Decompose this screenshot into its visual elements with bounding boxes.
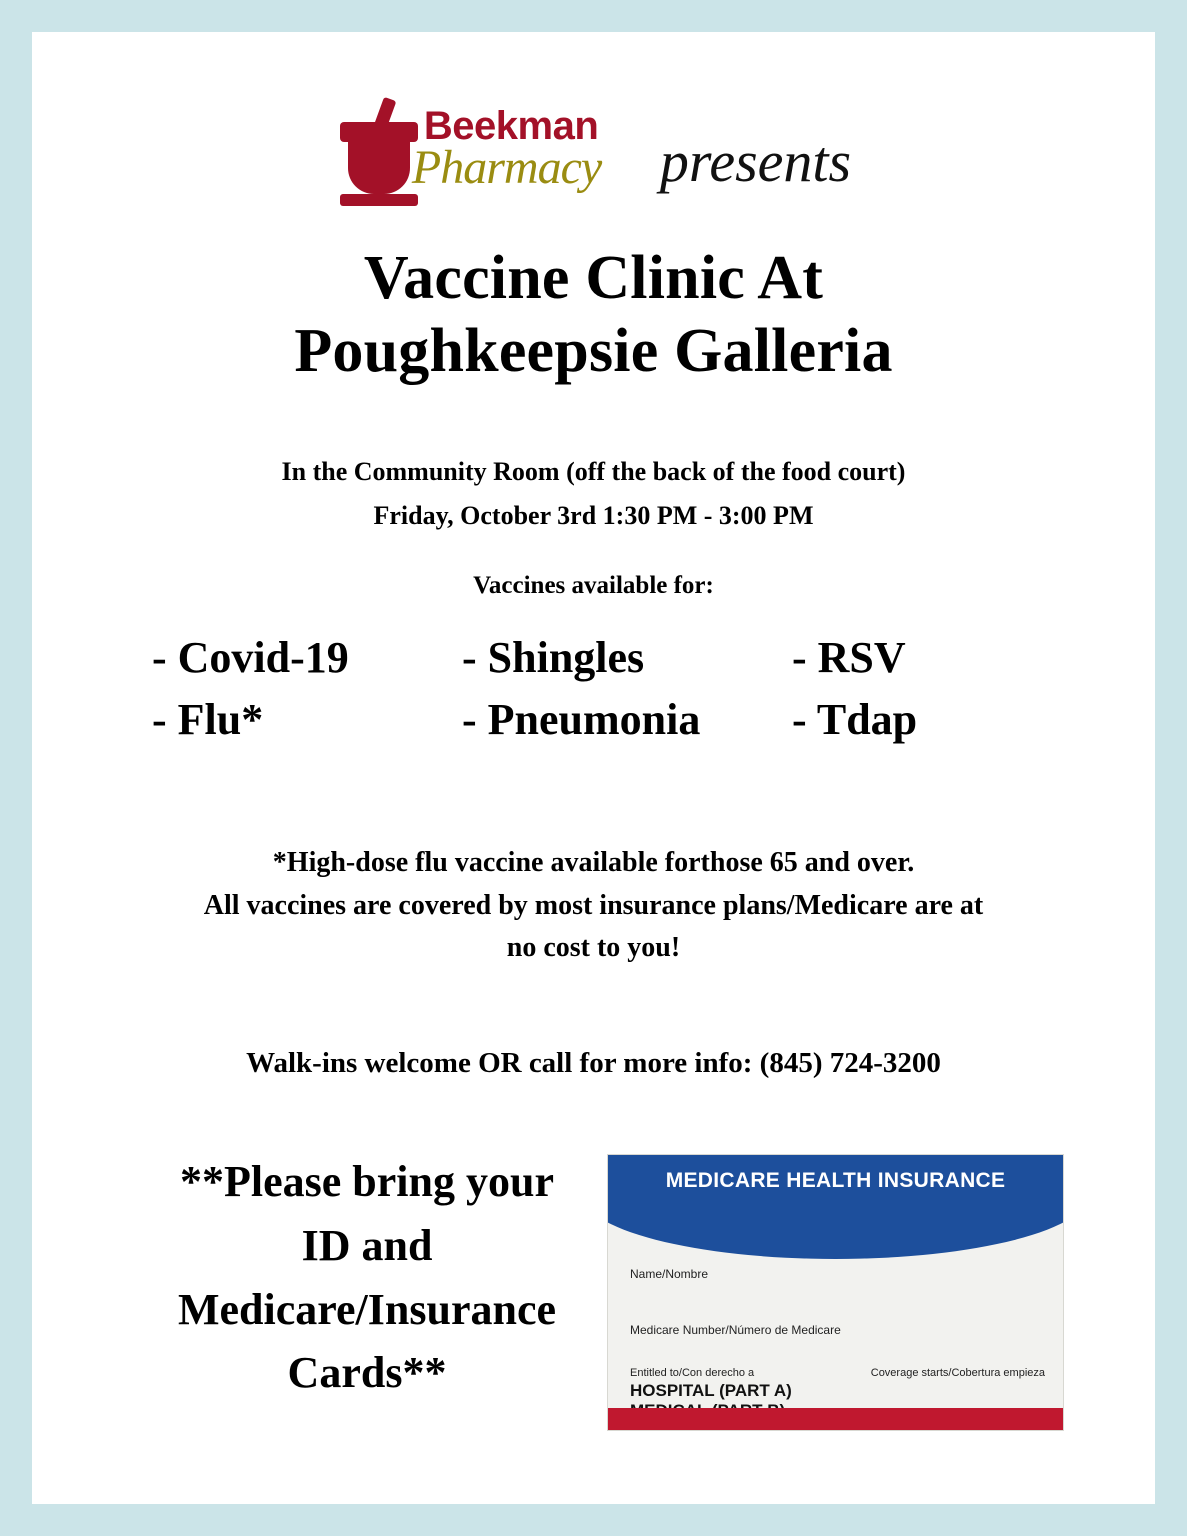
presents-text: presents [659, 128, 852, 194]
bring-documents-note [132, 1150, 602, 1405]
vaccine-list [152, 632, 1042, 756]
notes-line-1: *High-dose flu vaccine available forthose 65 and over. [272, 847, 915, 878]
logo-brand-line2: Pharmacy [411, 141, 602, 194]
event-location: In the Community Room (off the back of the food court) [281, 457, 906, 486]
vaccine-item: - Covid-19 [152, 633, 349, 682]
card-footer-band [608, 1408, 1063, 1430]
flyer-header [32, 92, 1155, 212]
medicare-card-image [607, 1154, 1064, 1431]
logo-brand-line1: Beekman [423, 104, 599, 148]
card-coverage-label: Coverage starts/Cobertura empieza [870, 1367, 1045, 1379]
card-hospital-line: HOSPITAL (PART A) [630, 1381, 792, 1400]
vaccine-item: - Pneumonia [462, 695, 701, 744]
vaccine-item: - Flu* [152, 695, 264, 744]
card-title: MEDICARE HEALTH INSURANCE [665, 1169, 1006, 1192]
vaccine-item: - Tdap [792, 695, 918, 744]
notes-line-3: no cost to you! [506, 932, 681, 964]
notes-line-2: All vaccines are covered by most insurance plans/Medicare are at [203, 889, 984, 921]
card-entitled-label: Entitled to/Con derecho a [630, 1367, 755, 1379]
walkins-contact: Walk-ins welcome OR call for more info: (845) 724-3200 [246, 1047, 941, 1079]
vaccine-item: - Shingles [462, 633, 645, 682]
bring-line-4: Cards** [287, 1348, 447, 1398]
card-header-curve [607, 1193, 1064, 1259]
bring-line-1: **Please bring your [180, 1157, 554, 1206]
event-datetime: Friday, October 3rd 1:30 PM - 3:00 PM [373, 501, 814, 531]
coverage-notes [92, 842, 1095, 970]
page-title [32, 242, 1155, 388]
card-number-label: Medicare Number/Número de Medicare [630, 1323, 841, 1337]
card-name-label: Name/Nombre [630, 1267, 709, 1281]
vaccine-item: - RSV [792, 633, 906, 682]
beekman-pharmacy-logo [336, 92, 626, 212]
availability-label: Vaccines available for: [473, 572, 714, 599]
event-details [32, 450, 1155, 538]
title-line-2: Poughkeepsie Galleria [294, 317, 893, 386]
mortar-and-pestle-icon [336, 100, 422, 210]
bring-line-3: Medicare/Insurance [177, 1284, 557, 1334]
title-line-1: Vaccine Clinic At [363, 244, 824, 312]
flyer-page [32, 32, 1155, 1504]
bring-line-2: ID and [301, 1220, 433, 1270]
